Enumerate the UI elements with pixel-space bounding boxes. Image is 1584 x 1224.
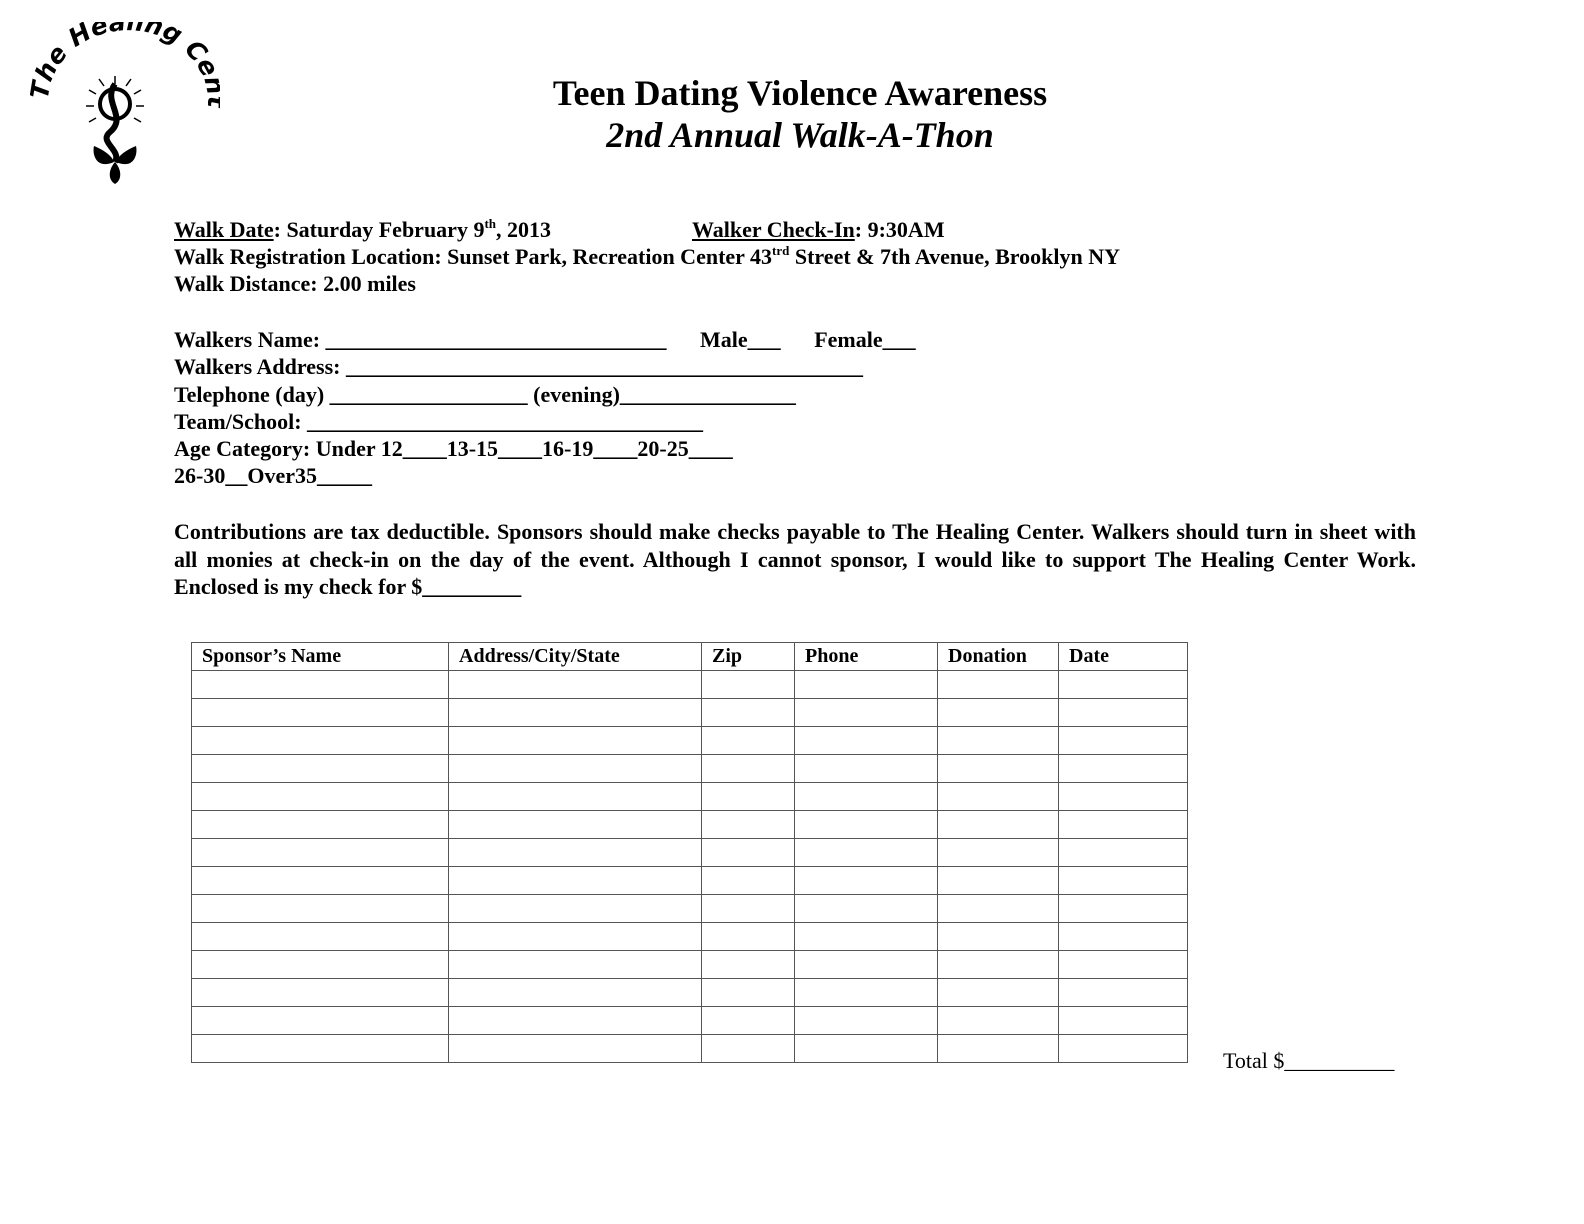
table-row bbox=[192, 867, 1188, 895]
table-cell[interactable] bbox=[702, 1007, 795, 1035]
table-cell[interactable] bbox=[795, 755, 938, 783]
telephone-field[interactable]: Telephone (day) __________________ (evening)________________ bbox=[174, 381, 796, 407]
total-field[interactable]: Total $__________ bbox=[1223, 1048, 1395, 1073]
age-category-field-2[interactable]: 26-30__Over35_____ bbox=[174, 463, 372, 489]
checkin-value: : 9:30AM bbox=[854, 217, 945, 242]
table-cell[interactable] bbox=[192, 895, 449, 923]
table-cell[interactable] bbox=[702, 979, 795, 1007]
table-cell[interactable] bbox=[449, 671, 702, 699]
table-cell[interactable] bbox=[795, 923, 938, 951]
col-phone: Phone bbox=[795, 643, 938, 671]
table-cell[interactable] bbox=[938, 979, 1059, 1007]
male-field[interactable]: Male___ bbox=[700, 327, 781, 352]
table-cell[interactable] bbox=[795, 783, 938, 811]
sponsor-table bbox=[191, 642, 1188, 1063]
table-cell[interactable] bbox=[1059, 671, 1188, 699]
table-cell[interactable] bbox=[1059, 867, 1188, 895]
table-cell[interactable] bbox=[192, 951, 449, 979]
table-cell[interactable] bbox=[795, 979, 938, 1007]
age-category-field[interactable]: Age Category: Under 12____13-15____16-19____20-25____ bbox=[174, 436, 733, 462]
table-cell[interactable] bbox=[795, 1035, 938, 1063]
female-field[interactable]: Female___ bbox=[814, 327, 916, 352]
table-cell[interactable] bbox=[449, 867, 702, 895]
location-sup: trd bbox=[772, 243, 790, 258]
col-sponsor-name: Sponsor’s Name bbox=[192, 643, 449, 671]
table-cell[interactable] bbox=[938, 895, 1059, 923]
table-cell[interactable] bbox=[449, 811, 702, 839]
table-cell[interactable] bbox=[449, 979, 702, 1007]
table-cell[interactable] bbox=[795, 811, 938, 839]
table-cell[interactable] bbox=[938, 839, 1059, 867]
table-cell[interactable] bbox=[702, 755, 795, 783]
team-school-field[interactable]: Team/School: ____________________________________ bbox=[174, 408, 704, 434]
table-cell[interactable] bbox=[795, 671, 938, 699]
table-row bbox=[192, 671, 1188, 699]
col-donation: Donation bbox=[938, 643, 1059, 671]
walker-name-field[interactable]: Walkers Name: _______________________________ bbox=[174, 327, 667, 352]
table-cell[interactable] bbox=[702, 811, 795, 839]
table-cell[interactable] bbox=[449, 923, 702, 951]
walk-date-sup: th bbox=[484, 216, 497, 231]
table-cell[interactable] bbox=[1059, 1007, 1188, 1035]
contributions-paragraph: Contributions are tax deductible. Sponsors should make checks payable to The Healing Center. Walkers should turn in sheet with all monies at check-in on the day of the event. Although I cannot sponsor, I would like to support The Healing Center Work. Enclosed is my check for $_________ bbox=[174, 519, 1416, 599]
table-cell[interactable] bbox=[192, 699, 449, 727]
table-cell[interactable] bbox=[702, 895, 795, 923]
checkin-label: Walker Check-In bbox=[692, 217, 855, 242]
location-row bbox=[174, 243, 1120, 270]
svg-text:The Healing Center: he Hea ing C bbox=[30, 22, 214, 86]
table-cell[interactable] bbox=[938, 867, 1059, 895]
table-cell[interactable] bbox=[192, 979, 449, 1007]
table-cell[interactable] bbox=[1059, 783, 1188, 811]
page-subtitle: 2nd Annual Walk-A-Thon bbox=[606, 115, 994, 155]
table-cell[interactable] bbox=[192, 867, 449, 895]
table-cell[interactable] bbox=[192, 783, 449, 811]
table-cell[interactable] bbox=[449, 699, 702, 727]
table-cell[interactable] bbox=[1059, 951, 1188, 979]
table-cell[interactable] bbox=[1059, 979, 1188, 1007]
table-cell[interactable] bbox=[1059, 727, 1188, 755]
table-row bbox=[192, 1035, 1188, 1063]
walk-date-row bbox=[174, 216, 1120, 243]
table-row bbox=[192, 951, 1188, 979]
col-address: Address/City/State bbox=[449, 643, 702, 671]
table-cell[interactable] bbox=[938, 951, 1059, 979]
table-cell[interactable] bbox=[449, 783, 702, 811]
table-cell[interactable] bbox=[449, 951, 702, 979]
table-cell[interactable] bbox=[1059, 699, 1188, 727]
table-cell[interactable] bbox=[192, 671, 449, 699]
table-cell[interactable] bbox=[1059, 895, 1188, 923]
table-cell[interactable] bbox=[449, 839, 702, 867]
table-row bbox=[192, 895, 1188, 923]
distance-row: Walk Distance: 2.00 miles bbox=[174, 271, 416, 296]
table-cell[interactable] bbox=[702, 923, 795, 951]
sponsor-table-body bbox=[192, 671, 1188, 1063]
location-text-end: Street & 7th Avenue, Brooklyn NY bbox=[789, 244, 1120, 269]
title-block bbox=[400, 72, 1200, 156]
table-cell[interactable] bbox=[795, 699, 938, 727]
table-cell[interactable] bbox=[1059, 839, 1188, 867]
table-cell[interactable] bbox=[192, 755, 449, 783]
walk-date-value: : Saturday February 9 bbox=[273, 217, 485, 242]
table-cell[interactable] bbox=[1059, 755, 1188, 783]
walk-date-label: Walk Date bbox=[174, 217, 274, 242]
table-cell[interactable] bbox=[938, 671, 1059, 699]
table-cell[interactable] bbox=[938, 923, 1059, 951]
table-cell[interactable] bbox=[938, 1035, 1059, 1063]
table-cell[interactable] bbox=[1059, 923, 1188, 951]
event-info bbox=[174, 216, 1120, 297]
table-cell[interactable] bbox=[1059, 811, 1188, 839]
table-cell[interactable] bbox=[702, 727, 795, 755]
table-row bbox=[192, 783, 1188, 811]
table-cell[interactable] bbox=[938, 1007, 1059, 1035]
table-cell[interactable] bbox=[192, 839, 449, 867]
sponsor-table-header bbox=[192, 643, 1188, 671]
page-title: Teen Dating Violence Awareness bbox=[552, 73, 1048, 113]
table-cell[interactable] bbox=[449, 1035, 702, 1063]
table-cell[interactable] bbox=[795, 727, 938, 755]
table-row bbox=[192, 811, 1188, 839]
table-cell[interactable] bbox=[449, 895, 702, 923]
table-row bbox=[192, 839, 1188, 867]
table-cell[interactable] bbox=[702, 1035, 795, 1063]
col-zip: Zip bbox=[702, 643, 795, 671]
walker-address-field[interactable]: Walkers Address: _______________________________________________ bbox=[174, 354, 863, 380]
table-row bbox=[192, 923, 1188, 951]
table-row bbox=[192, 1007, 1188, 1035]
table-cell[interactable] bbox=[938, 811, 1059, 839]
checkin bbox=[692, 216, 945, 243]
table-row bbox=[192, 699, 1188, 727]
table-cell[interactable] bbox=[938, 727, 1059, 755]
table-cell[interactable] bbox=[702, 671, 795, 699]
table-cell[interactable] bbox=[795, 895, 938, 923]
table-cell[interactable] bbox=[702, 951, 795, 979]
table-cell[interactable] bbox=[702, 783, 795, 811]
table-cell[interactable] bbox=[192, 923, 449, 951]
table-cell[interactable] bbox=[449, 727, 702, 755]
table-cell[interactable] bbox=[192, 811, 449, 839]
table-row bbox=[192, 727, 1188, 755]
col-date: Date bbox=[1059, 643, 1188, 671]
table-cell[interactable] bbox=[795, 951, 938, 979]
table-cell[interactable] bbox=[938, 783, 1059, 811]
table-cell[interactable] bbox=[449, 755, 702, 783]
table-cell[interactable] bbox=[702, 839, 795, 867]
walker-name-row bbox=[174, 326, 916, 353]
healing-center-logo bbox=[30, 22, 220, 192]
table-cell[interactable] bbox=[192, 727, 449, 755]
table-cell[interactable] bbox=[795, 867, 938, 895]
table-cell[interactable] bbox=[702, 699, 795, 727]
table-cell[interactable] bbox=[702, 867, 795, 895]
table-cell[interactable] bbox=[938, 699, 1059, 727]
table-cell[interactable] bbox=[938, 755, 1059, 783]
table-cell[interactable] bbox=[449, 1007, 702, 1035]
table-cell[interactable] bbox=[192, 1035, 449, 1063]
walker-form bbox=[174, 326, 916, 490]
table-row bbox=[192, 755, 1188, 783]
location-text: Walk Registration Location: Sunset Park, Recreation Center 43 bbox=[174, 244, 773, 269]
table-cell[interactable] bbox=[1059, 1035, 1188, 1063]
table-row bbox=[192, 979, 1188, 1007]
table-cell[interactable] bbox=[795, 839, 938, 867]
table-cell[interactable] bbox=[192, 1007, 449, 1035]
table-cell[interactable] bbox=[795, 1007, 938, 1035]
walk-date-year: , 2013 bbox=[496, 217, 552, 242]
